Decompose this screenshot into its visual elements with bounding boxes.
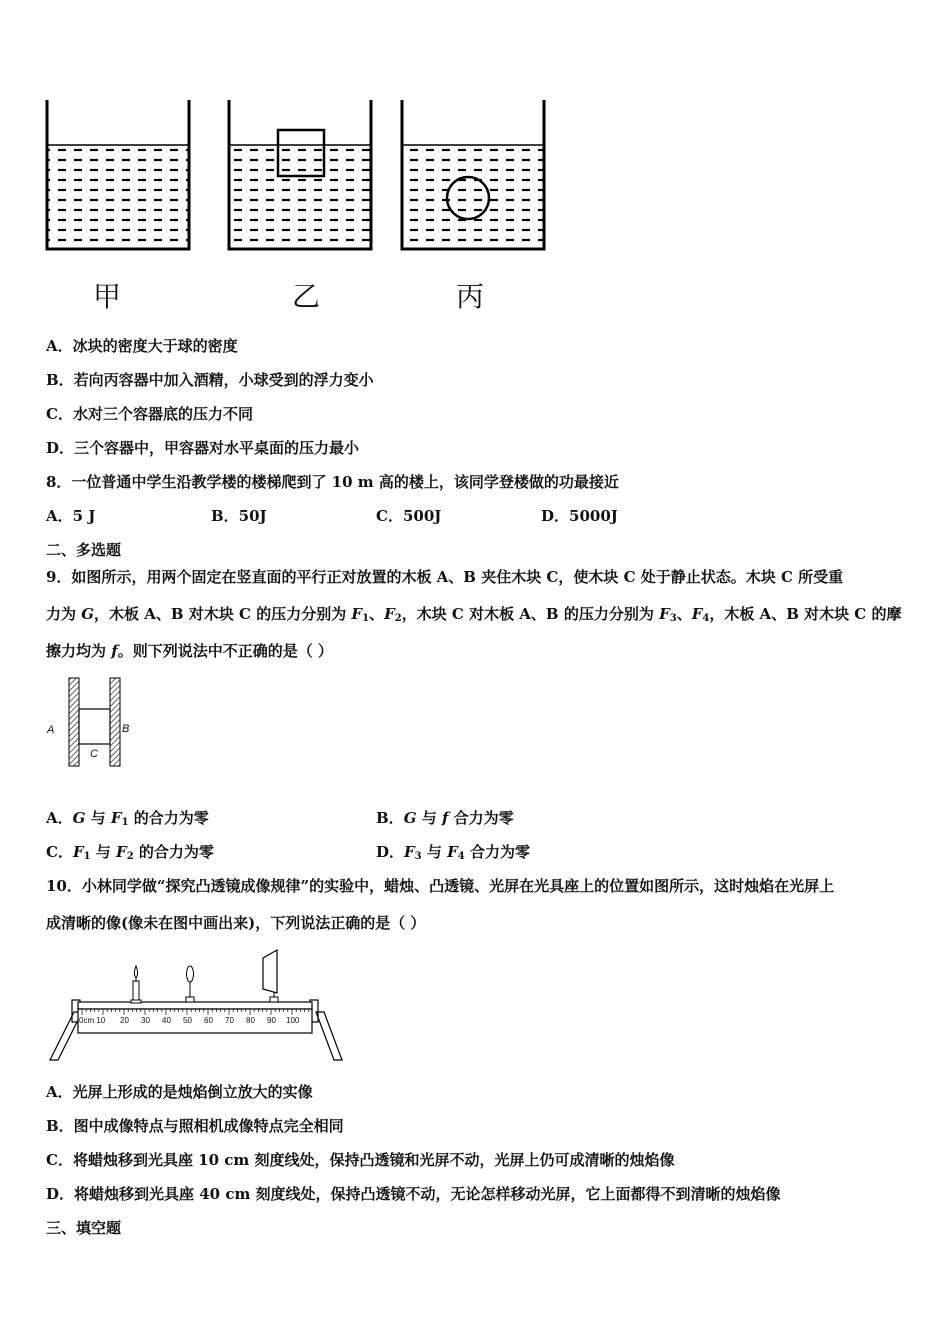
q10-option-b: B．图中成像特点与照相机成像特点完全相同 — [46, 1117, 344, 1135]
light-screen — [263, 950, 278, 1002]
ruler-label-60: 60 — [204, 1016, 213, 1025]
q9-line3: 擦力均为 f。则下列说法中不正确的是（ ） — [46, 642, 333, 660]
ruler-label-80: 80 — [246, 1016, 255, 1025]
label-board-b: B — [122, 723, 130, 735]
container-bing — [402, 100, 544, 249]
q7-option-c: C．水对三个容器底的压力不同 — [46, 405, 253, 423]
section-fill-in: 三、填空题 — [46, 1219, 122, 1237]
q7-option-b: B．若向丙容器中加入酒精，小球受到的浮力变小 — [46, 371, 374, 389]
q10-option-d: D．将蜡烛移到光具座 40 cm 刻度线处，保持凸透镜不动，无论怎样移动光屏，它上面都得不到清晰的烛焰像 — [46, 1185, 781, 1203]
optical-bench-drawing — [44, 944, 344, 1064]
q8-option-a: A．5 J — [46, 507, 96, 525]
q10-option-c: C．将蜡烛移到光具座 10 cm 刻度线处，保持凸透镜和光屏不动，光屏上仍可成清晰的烛焰像 — [46, 1151, 675, 1169]
label-yi: 乙 — [292, 280, 321, 313]
figure-containers — [40, 95, 560, 315]
q10-option-a: A．光屏上形成的是烛焰倒立放大的实像 — [46, 1083, 313, 1101]
q7-option-d: D．三个容器中，甲容器对水平桌面的压力最小 — [46, 439, 360, 457]
label-block-c: C — [90, 748, 98, 760]
ruler-label-90: 90 — [267, 1016, 276, 1025]
section-multi-choice: 二、多选题 — [46, 541, 122, 559]
ruler-label-70: 70 — [225, 1016, 234, 1025]
q9-line1: 9．如图所示，用两个固定在竖直面的平行正对放置的木板 A、B 夹住木块 C，使木块 C 处于静止状态。木块 C 所受重 — [46, 568, 844, 586]
q9-option-b: B．G 与 f 合力为零 — [376, 809, 514, 827]
ruler-label-20: 20 — [120, 1016, 129, 1025]
containers-drawing — [40, 95, 560, 265]
candle — [131, 966, 141, 1003]
q8-option-c: C．500J — [376, 507, 442, 525]
optical-bench-figure — [44, 944, 344, 1064]
q10-line1: 10．小林同学做“探究凸透镜成像规律”的实验中，蜡烛、凸透镜、光屏在光具座上的位置如图所示，这时烛焰在光屏上 — [46, 877, 835, 895]
container-jia — [47, 100, 189, 249]
label-jia: 甲 — [93, 280, 122, 313]
ruler-label-50: 50 — [183, 1016, 192, 1025]
ruler-label-30: 30 — [141, 1016, 150, 1025]
boards-drawing — [44, 676, 134, 772]
container-yi — [229, 100, 371, 249]
ruler-label-100: 100 — [286, 1016, 300, 1025]
q9-option-c: C．$F_1$ 与 $F_2$ 的合力为零 — [46, 843, 214, 862]
q9-option-d: D．$F_3$ 与 $F_4$ 合力为零 — [376, 843, 530, 862]
label-board-a: A — [47, 724, 55, 736]
q9-option-a: A．G 与 $F_1$ 的合力为零 — [46, 809, 209, 828]
q7-option-a: A．冰块的密度大于球的密度 — [46, 337, 238, 355]
q9-line2: 力为 G，木板 A、B 对木块 C 的压力分别为 $F_1$、$F_2$，木块 C 对木板 A、B 的压力分别为 $F_3$、$F_4$，木板 A、B 对木块 C 的摩 — [46, 605, 902, 624]
convex-lens — [186, 966, 194, 1002]
ruler-label-40: 40 — [162, 1016, 171, 1025]
q10-line2: 成清晰的像(像未在图中画出来)，下列说法正确的是（ ） — [46, 914, 426, 932]
ruler-label-0: 0cm 10 — [79, 1016, 106, 1025]
q8-stem: 8．一位普通中学生沿教学楼的楼梯爬到了 10 m 高的楼上，该同学登楼做的功最接近 — [46, 473, 619, 491]
label-bing: 丙 — [456, 280, 485, 313]
q8-option-d: D．5000J — [541, 507, 618, 525]
q9-figure — [44, 676, 134, 772]
q8-option-b: B．50J — [211, 507, 267, 525]
